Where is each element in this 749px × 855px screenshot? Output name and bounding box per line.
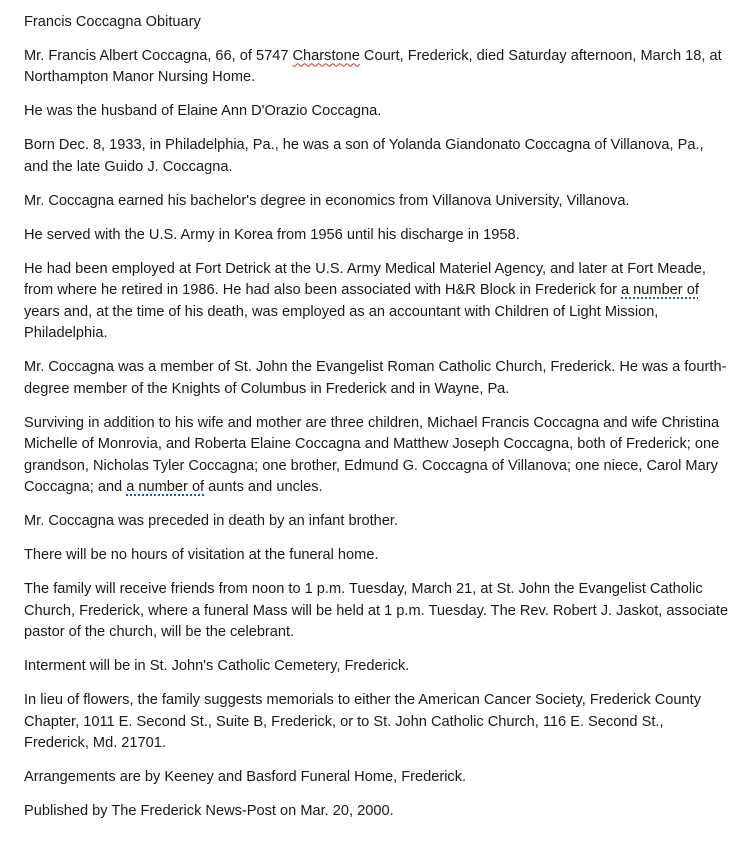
paragraph-service: The family will receive friends from noon to 1 p.m. Tuesday, March 21, at St. John the Evangelist Catholic Church, Frederick, where a funeral Mass will be held at 1 p.m. Tuesday. The Rev. Robert J. Jaskot, associate pastor of the church, will be the celebrant. (24, 581, 729, 640)
paragraph-employment (24, 259, 729, 345)
paragraph-military: He served with the U.S. Army in Korea from 1956 until his discharge in 1958. (24, 226, 520, 243)
paragraph-birth: Born Dec. 8, 1933, in Philadelphia, Pa., he was a son of Yolanda Giandonato Coccagna of Villanova, Pa., and the late Guido J. Coccagna. (24, 137, 704, 175)
paragraph-visitation: There will be no hours of visitation at the funeral home. (24, 547, 379, 563)
paragraph-spouse: He was the husband of Elaine Ann D'Orazio Coccagna. (24, 103, 382, 119)
paragraph-membership: Mr. Coccagna was a member of St. John the Evangelist Roman Catholic Church, Frederick. He was a fourth-degree member of the Knights of Columbus in Frederick and in Wayne, Pa. (24, 359, 727, 397)
text-segment: aunts and uncles. (204, 479, 323, 495)
paragraph-memorials: In lieu of flowers, the family suggests memorials to either the American Cancer Society, Frederick County Chapter, 1011 E. Second St., Suite B, Frederick, or to St. John Catholic Church, 116 E. Second St., Frederick, Md. 21701. (24, 692, 701, 751)
paragraph-survivors (24, 413, 729, 499)
text-segment: He had been employed at Fort Detrick at the U.S. Army Medical Materiel Agency, and later at Fort Meade, from where he retired in 1986. He had also been associated with H&R Block in Frederick for (24, 260, 706, 298)
grammar-flagged-phrase[interactable]: a number of (126, 479, 205, 495)
paragraph-interment: Interment will be in St. John's Catholic Cemetery, Frederick. (24, 658, 410, 674)
paragraph-death-notice (24, 46, 729, 89)
paragraph-publication: Published by The Frederick News-Post on Mar. 20, 2000. (24, 803, 394, 819)
document-title: Francis Coccagna Obituary (24, 14, 201, 30)
document-body[interactable] (24, 12, 729, 835)
paragraph-education: Mr. Coccagna earned his bachelor's degree in economics from Villanova University, Villanova. (24, 192, 630, 209)
text-segment: Surviving in addition to his wife and mother are three children, Michael Francis Coccagna and wife Christina Michelle of Monrovia, and Roberta Elaine Coccagna and Matthew Joseph Coccagna, both of Frederick; one grandson, Nicholas Tyler Coccagna; one brother, Edmund G. Coccagna of Villanova; one niece, Carol Mary Coccagna; and (24, 414, 720, 495)
text-segment: years and, at the time of his death, was employed as an accountant with Children of Light Mission, Philadelphia. (24, 303, 659, 341)
spelling-flagged-word[interactable]: Charstone (292, 47, 360, 64)
text-segment: Court, Frederick, died Saturday afternoon, March 18, at Northampton Manor Nursing Home. (24, 47, 722, 85)
paragraph-arrangements: Arrangements are by Keeney and Basford Funeral Home, Frederick. (24, 769, 467, 785)
text-segment: Mr. Francis Albert Coccagna, 66, of 5747 (24, 47, 293, 64)
grammar-flagged-phrase[interactable]: a number of (621, 282, 699, 298)
paragraph-preceded: Mr. Coccagna was preceded in death by an infant brother. (24, 513, 398, 529)
